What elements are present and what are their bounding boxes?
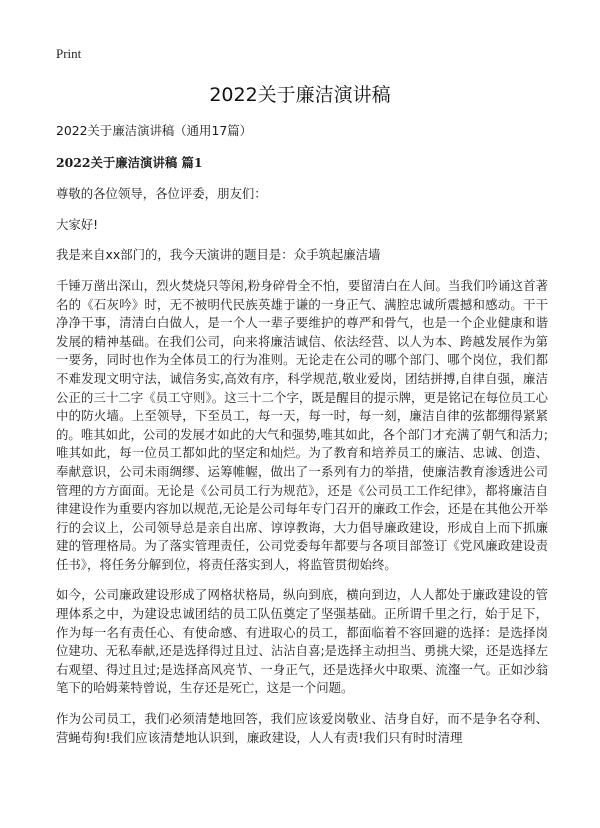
document-body: [56, 122, 548, 759]
body-paragraph: 如今，公司廉政建设形成了网格状格局，纵向到底，横向到边，人人都处于廉政建设的管理体系之中，为建设忠诚团结的员工队伍奠定了坚强基础。正所谓千里之行，始于足下，作为每一名有责任心、有使命感、有进取心的员工，都面临着不容回避的选择：是选择岗位建功、无私奉献,还是选择得过且过、沾沾自喜;是选择主动担当、勇挑大梁，还是选择左右观望、得过且过;是选择高风亮节、一身正气，还是选择火中取栗、流瀣一气。正如沙翁笔下的哈姆莱特曾说，生存还是死亡，这是一个问题。: [56, 587, 548, 696]
document-subtitle: 2022关于廉洁演讲稿（通用17篇）: [56, 123, 252, 138]
body-paragraph: 作为公司员工，我们必须清楚地回答，我们应该爱岗敬业、洁身自好，而不是争名夺利、营蝇苟狗!我们应该清楚地认识到，廉政建设，人人有责!我们只有时时清理: [56, 711, 548, 745]
print-label: Print: [56, 46, 82, 61]
section-heading: 2022关于廉洁演讲稿 篇1: [56, 154, 203, 170]
salutation-paragraph: 尊敬的各位领导，各位评委，朋友们：: [56, 186, 267, 202]
document-title: 2022关于廉洁演讲稿: [209, 84, 391, 106]
body-paragraph: 千锤万凿出深山，烈火焚烧只等闲,粉身碎骨全不怕，要留清白在人间。当我们吟诵这首著名的《石灰吟》时，无不被明代民族英雄于谦的一身正气、满腔忠诚所震撼和感动。干干净净干事，清清白白做人，是一个人一辈子要维护的尊严和骨气，也是一个企业健康和谐发展的精神基础。在我们公司，向来将廉洁诚信、依法经营、以人为本、跨越发展作为第一要务，同时也作为全体员工的行为准则。无论走在公司的哪个部门、哪个岗位，我们都不难发现文明守法，诚信务实,高效有序，科学规范,敬业爱岗，团结拼搏,自律自强，廉洁公正的三十二字《员工守则》。这三十二个字，既是醒目的提示牌，更是铭记在每位员工心中的防火墙。上至领导，下至员工，每一天，每一时，每一刻，廉洁自律的弦都绷得紧紧的。唯其如此，公司的发展才如此的大气和强势,唯其如此，各个部门才充满了朝气和活力;唯其如此，每一位员工都如此的坚定和灿烂。为了教育和培养员工的廉洁、忠诚、创造、奉献意识，公司未雨绸缪、运筹帷幄，做出了一系列有力的举措，使廉洁教育渗透进公司管理的方方面面。无论是《公司员工行为规范》，还是《公司员工工作纪律》，都将廉洁自律建设作为重要内容加以规范,无论是公司每年专门召开的廉政工作会，还是在其他公开举行的会议上，公司领导总是亲自出席、谆谆教诲，大力倡导廉政建设，形成自上而下抓廉建的管理格局。为了落实管理责任，公司党委每年都要与各项目部签订《党风廉政建设责任书》，将任务分解到位，将责任落实到人，将监管贯彻始终。: [56, 277, 548, 572]
greeting-paragraph: 大家好!: [56, 216, 99, 232]
topic-paragraph: 我是来自xx部门的，我今天演讲的题目是：众手筑起廉洁墙: [56, 247, 381, 263]
